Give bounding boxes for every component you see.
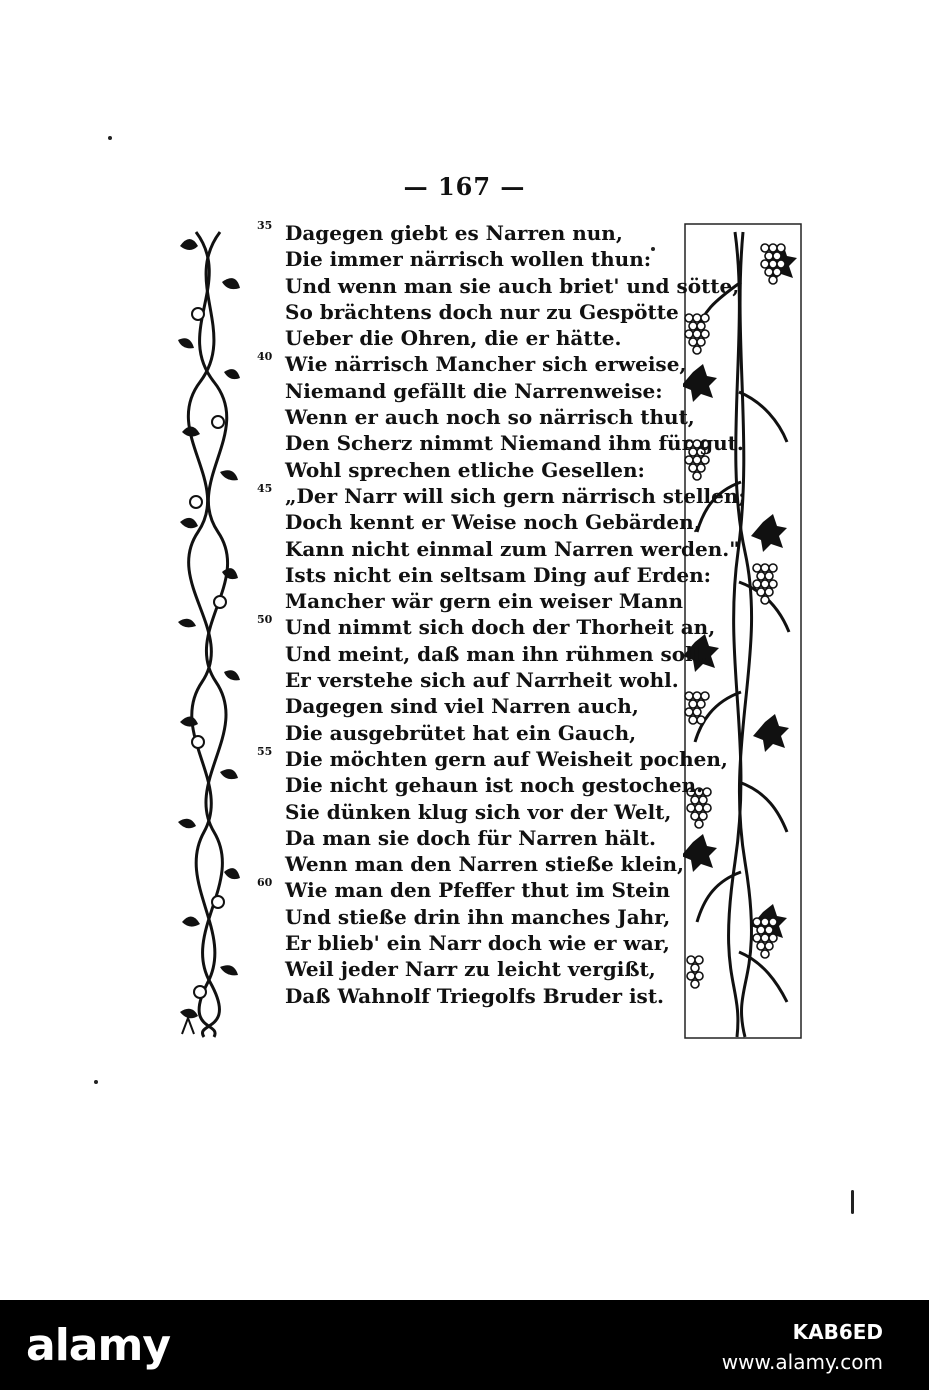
verse-text: Ists nicht ein seltsam Ding auf Erden:	[285, 562, 712, 587]
verse-text: Die immer närrisch wollen thun:	[285, 247, 652, 272]
verse-text: Mancher wär gern ein weiser Mann	[285, 589, 684, 614]
poem-line	[255, 956, 675, 982]
verse-text: Er blieb' ein Narr doch wie er war,	[285, 931, 670, 956]
verse-text: Wie närrisch Mancher sich erweise,	[285, 352, 687, 377]
line-number: 35	[257, 219, 273, 232]
poem-line	[255, 457, 675, 483]
poem-line	[255, 220, 675, 246]
paper-speck	[94, 1080, 98, 1084]
poem-line	[255, 509, 701, 535]
line-number: 45	[257, 481, 273, 495]
poem-line	[255, 720, 675, 746]
verse-text: Er verstehe sich auf Narrheit wohl.	[285, 668, 679, 693]
verse-text: Dagegen giebt es Narren nun,	[285, 221, 623, 245]
poem-line	[255, 588, 684, 614]
poem-line	[255, 799, 675, 825]
paper-speck	[651, 247, 655, 251]
verse-text: Niemand gefällt die Narrenweise:	[285, 378, 663, 403]
paper-speck	[108, 136, 112, 140]
poem-line	[255, 481, 746, 509]
verse-text: Und nimmt sich doch der Thorheit an,	[285, 615, 716, 640]
verse-text: „Der Narr will sich gern närrisch stellen;	[285, 483, 746, 508]
verse-text: Die nicht gehaun ist noch gestochen.	[285, 773, 704, 798]
site-url: www.alamy.com	[721, 1350, 883, 1374]
verse-text: So brächtens doch nur zu Gespötte	[285, 299, 679, 324]
poem-line	[255, 246, 675, 272]
verse-text: Die möchten gern auf Weisheit pochen,	[285, 746, 728, 771]
verse-text: Wenn man den Narren stieße klein,	[285, 852, 684, 877]
poem-line	[255, 536, 740, 562]
poem-line	[255, 930, 675, 956]
verse-text: Kann nicht einmal zum Narren werden."	[285, 536, 740, 561]
poem-line	[255, 904, 675, 930]
alamy-logo: alamy	[26, 1320, 170, 1371]
line-number: 50	[257, 613, 273, 627]
poem-text	[255, 219, 746, 1009]
verse-text: Daß Wahnolf Triegolfs Bruder ist.	[285, 983, 665, 1008]
verse-text: Dagegen sind viel Narren auch,	[285, 694, 639, 719]
verse-text: Und stieße drin ihn manches Jahr,	[285, 904, 671, 929]
poem-line	[255, 825, 675, 851]
poem-line	[255, 430, 744, 456]
floral-vine-border	[174, 222, 246, 1040]
verse-text: Wie man den Pfeffer thut im Stein	[285, 878, 671, 903]
verse-text: Weil jeder Narr zu leicht vergißt,	[285, 957, 656, 982]
verse-text: Da man sie doch für Narren hält.	[285, 825, 656, 850]
verse-text: Wohl sprechen etliche Gesellen:	[285, 457, 645, 482]
poem-line	[255, 325, 675, 351]
poem-line	[255, 273, 740, 299]
line-number: 55	[257, 744, 273, 758]
poem-line	[255, 299, 679, 325]
image-id: KAB6ED	[792, 1320, 883, 1344]
paper-speck	[851, 1190, 854, 1214]
poem-line	[255, 378, 675, 404]
watermark-banner	[0, 1300, 929, 1390]
poem-line	[255, 641, 708, 667]
verse-text: Den Scherz nimmt Niemand ihm für gut.	[285, 431, 744, 456]
verse-text: Sie dünken klug sich vor der Welt,	[285, 799, 672, 824]
verse-text: Wenn er auch noch so närrisch thut,	[285, 405, 695, 430]
poem-line	[255, 693, 675, 719]
verse-text: Doch kennt er Weise noch Gebärden,	[285, 510, 701, 535]
poem-line	[255, 851, 684, 877]
poem-line	[255, 350, 687, 377]
poem-line	[255, 667, 679, 693]
poem-line	[255, 404, 695, 430]
poem-line	[255, 613, 716, 640]
poem-line	[255, 877, 675, 903]
poem-line	[255, 562, 712, 588]
verse-text: Ueber die Ohren, die er hätte.	[285, 326, 622, 351]
poem-line	[255, 983, 675, 1009]
poem-line	[255, 744, 728, 772]
page-number: — 167 —	[403, 172, 526, 201]
verse-text: Und meint, daß man ihn rühmen soll,	[285, 641, 708, 666]
poem-line	[255, 772, 704, 798]
verse-text: Und wenn man sie auch briet' und sötte,	[285, 273, 740, 298]
verse-text: Die ausgebrütet hat ein Gauch,	[285, 720, 637, 745]
line-number: 60	[257, 876, 273, 890]
line-number: 40	[257, 350, 273, 364]
